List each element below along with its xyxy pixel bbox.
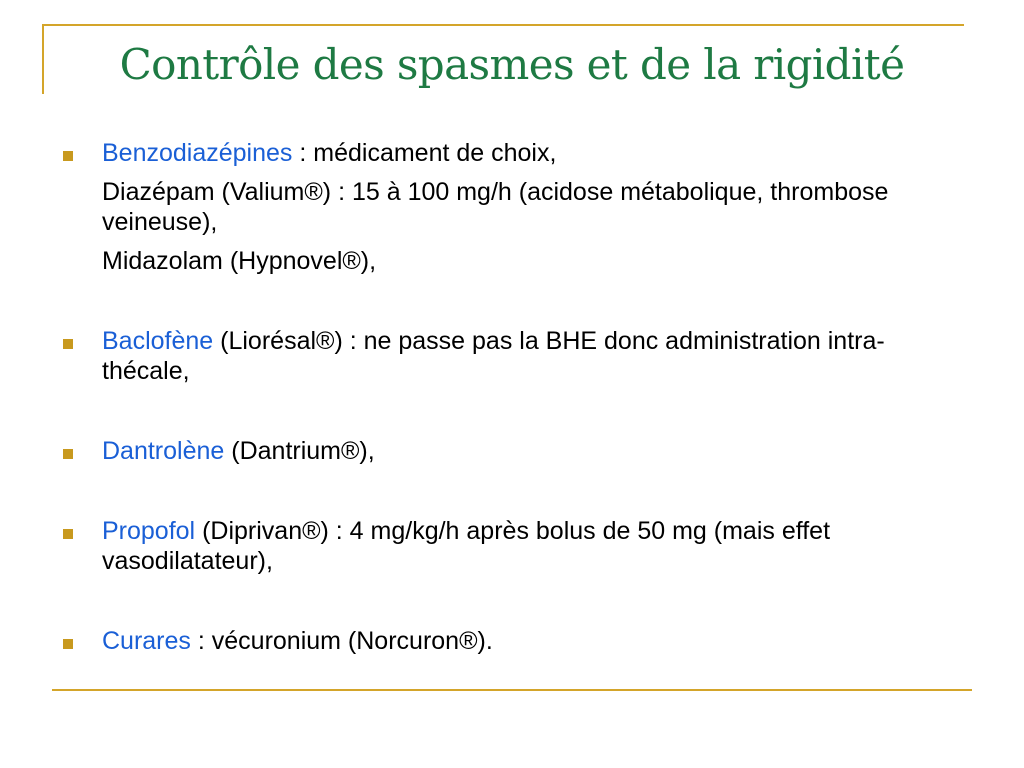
bullet-line: [102, 138, 962, 168]
bullet-item-benzodiazepines: [62, 138, 962, 276]
frame-bottom-line: [52, 689, 972, 691]
square-bullet-icon: [63, 339, 73, 349]
frame-top-line: [42, 24, 964, 26]
bullet-term: Curares: [102, 627, 191, 655]
slide-title: Contrôle des spasmes et de la rigidité: [119, 40, 905, 89]
bullet-line: [102, 626, 962, 656]
bullet-line: [102, 516, 962, 576]
bullet-text: (Liorésal®) : ne passe pas la BHE donc administration intra-thécale,: [102, 327, 885, 385]
square-bullet-icon: [63, 151, 73, 161]
bullet-text: : médicament de choix,: [292, 139, 557, 167]
bullet-text: (Dantrium®),: [224, 437, 375, 465]
bullet-list: [62, 138, 962, 656]
bullet-subline: Midazolam (Hypnovel®),: [102, 247, 377, 275]
bullet-text: : vécuronium (Norcuron®).: [190, 627, 493, 655]
bullet-term: Propofol: [102, 517, 196, 545]
bullet-subline: Diazépam (Valium®) : 15 à 100 mg/h (acidose métabolique, thrombose veineuse),: [102, 178, 889, 236]
square-bullet-icon: [63, 529, 73, 539]
bullet-item-baclofene: [62, 326, 962, 386]
bullet-term: Baclofène: [102, 327, 214, 355]
bullet-term: Dantrolène: [102, 437, 225, 465]
bullet-line: [102, 326, 962, 386]
bullet-text: (Diprivan®) : 4 mg/kg/h après bolus de 50 mg (mais effet vasodilatateur),: [102, 517, 831, 575]
bullet-item-dantrolene: [62, 436, 962, 466]
bullet-item-curares: [62, 626, 962, 656]
square-bullet-icon: [63, 639, 73, 649]
square-bullet-icon: [63, 449, 73, 459]
bullet-item-propofol: [62, 516, 962, 576]
bullet-line: [102, 436, 962, 466]
bullet-term: Benzodiazépines: [102, 139, 293, 167]
